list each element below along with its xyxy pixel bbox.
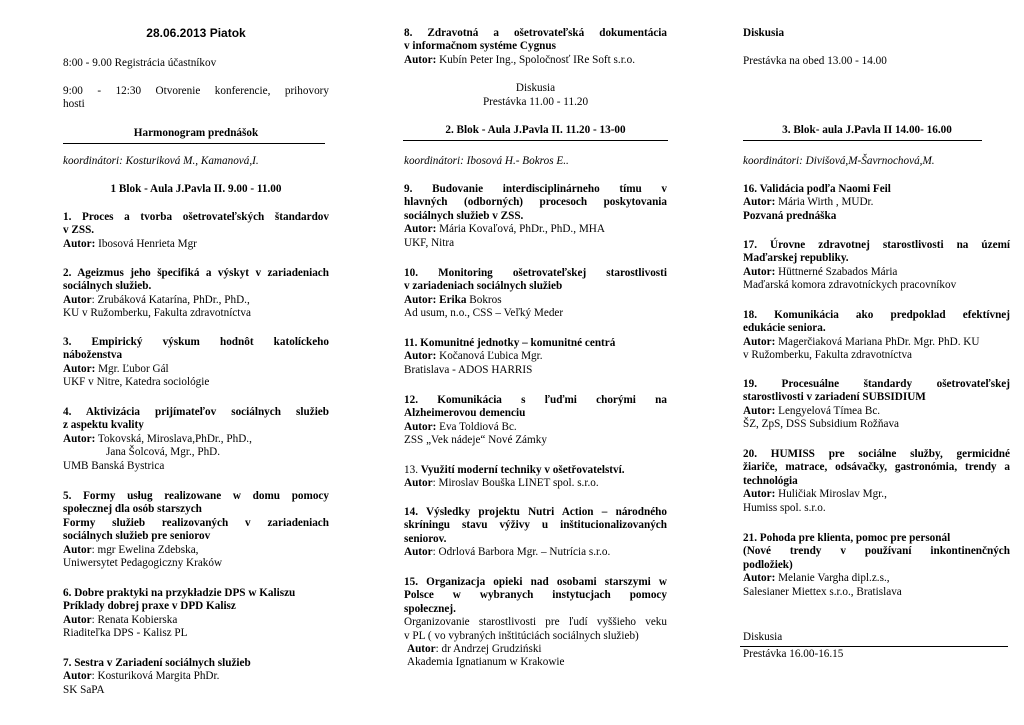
lecture-author: Ibosová Henrieta Mgr [95, 237, 197, 250]
author-institution: Akademia Ignatianum w Krakowie [407, 656, 565, 669]
author-institution: Bratislava - ADOS HARRIS [404, 363, 533, 376]
lecture-9 [404, 183, 667, 250]
author-label: Autor [63, 613, 92, 626]
lecture-author: Lengyelová Tímea Bc. [775, 404, 881, 417]
author-institution: Salesianer Miettex s.r.o., Bratislava [743, 585, 902, 598]
lecture-author: Jana Šolcová, Mgr., PhD. [106, 446, 221, 459]
author-label: Autor [404, 546, 433, 559]
discussion-label: Diskusia [743, 27, 785, 39]
lecture-title: 21. Pohoda pre klienta, pomoc pre personál [743, 532, 951, 544]
author-label: Autor: [743, 265, 776, 278]
lecture-title: Alzheimerovou demenciu [404, 407, 526, 420]
lecture-11 [404, 337, 667, 377]
lecture-author: Mária Kovaľová, PhDr., PhD., MHA [436, 223, 605, 236]
author-institution: Humiss spol. s.r.o. [743, 501, 826, 514]
date-heading: 28.06.2013 Piatok [146, 26, 246, 40]
lecture-title: społecznej. [404, 602, 456, 615]
lecture-title: podložiek) [743, 558, 793, 571]
lecture-13 [404, 464, 667, 491]
lecture-title: v ZSS. [63, 224, 95, 237]
lecture-title: Polsce w wybranych instytucjach pomocy [404, 589, 667, 602]
lecture-title: 8. Zdravotná a ošetrovateľská dokumentácia [404, 27, 667, 39]
coordinators: koordinátori: Divišová,M-Šavrnochová,M. [743, 155, 935, 167]
lecture-author: : Renata Kobierska [91, 613, 178, 626]
lecture-author: : Kosturiková Margita PhDr. [91, 670, 220, 683]
lecture-subtitle: Organizovanie starostlivosti pre ľudí vyššieho veku [404, 616, 667, 629]
lecture-title: Formy služieb realizovaných v zariadeniach [63, 516, 329, 529]
author-institution: v Ružomberku, Fakulta zdravotníctva [743, 349, 913, 362]
harmonogram-heading: Harmonogram prednášok [133, 127, 259, 139]
lecture-title: Príklady dobrej praxe v DPD Kalisz [63, 600, 236, 613]
lecture-7 [63, 657, 329, 697]
lecture-title: sociálnych služieb pre seniorov [63, 530, 211, 543]
author-label: Autor [407, 643, 436, 656]
lecture-19 [743, 378, 1010, 432]
lecture-title: náboženstva [63, 349, 123, 362]
author-label: Autor: [63, 362, 96, 375]
lecture-author: : Zrubáková Katarína, PhDr., PhD., [91, 293, 250, 306]
lecture-title: 9. Budovanie interdisciplinárneho tímu v [404, 183, 667, 195]
break-label: Prestávka 11.00 - 11.20 [482, 96, 589, 108]
lecture-title: 6. Dobre praktyki na przykładzie DPS w Kaliszu [63, 587, 296, 599]
author-institution: Maďarská komora zdravotníckych pracovníkov [743, 279, 957, 292]
lecture-author: Mária Wirth , MUDr. [775, 196, 874, 209]
lecture-title: 20. HUMISS pre sociálne služby, germicidné [743, 448, 1010, 460]
author-label: Autor [63, 293, 92, 306]
lecture-title: technológia [743, 474, 798, 487]
lecture-title: 17. Úrovne zdravotnej starostlivosti na území [743, 239, 1010, 251]
lecture-title: 1. Proces a tvorba ošetrovateľských štandardov [63, 211, 329, 223]
lecture-author: Melanie Vargha dipl.z.s., [775, 572, 890, 585]
lecture-title: 12. Komunikácia s ľuďmi chorými na [404, 394, 667, 406]
divider [740, 646, 1008, 647]
lecture-title: Využití moderní techniky v ošetřovatelství. [420, 464, 625, 476]
lecture-number: 13. [404, 464, 421, 476]
author-institution: UKF v Nitre, Katedra sociológie [63, 376, 210, 389]
divider [743, 140, 982, 141]
lecture-author: Magerčiaková Mariana PhDr. Mgr. PhD. KU [775, 335, 980, 348]
lecture-author: Kubín Peter Ing., Spoločnosť IRe Soft s.r.o. [436, 53, 635, 66]
lecture-title: społecznej dla osób starszych [63, 503, 202, 516]
lecture-author: : dr Andrzej Grudziński [435, 643, 542, 656]
lecture-title: 3. Empirický výskum hodnôt katolíckeho [63, 336, 329, 348]
discussion-label: Diskusia [743, 631, 783, 643]
lecture-title: sociálnych služieb. [63, 280, 152, 293]
break-label: Prestávka 16.00-16.15 [743, 648, 844, 660]
author-institution: Uniwersytet Pedagogiczny Kraków [63, 557, 223, 570]
lecture-title: v informačnom systéme Cygnus [404, 40, 556, 53]
author-label: Autor: [743, 196, 776, 209]
lecture-author: Bokros [466, 293, 502, 306]
lecture-title: 10. Monitoring ošetrovateľskej starostlivosti [404, 267, 667, 279]
opening-line: 9:00 - 12:30 Otvorenie konferencie, prihovory [63, 85, 329, 97]
author-label: Autor [404, 477, 433, 490]
lecture-author: Huličiak Miroslav Mgr., [775, 488, 887, 501]
block-1-title: 1 Blok - Aula J.Pavla II. 9.00 - 11.00 [110, 183, 282, 195]
lecture-16 [743, 183, 1010, 223]
lecture-title: v zariadeniach sociálnych služieb [404, 280, 563, 293]
lecture-14 [404, 506, 667, 560]
lecture-8 [404, 27, 667, 67]
lecture-title: skríningu stavu výživy u inštitucionalizovaných [404, 519, 667, 532]
lecture-title: 4. Aktivizácia prijímateľov sociálnych služieb [63, 406, 329, 418]
author-label: Autor: [404, 53, 437, 66]
coordinators: koordinátori: Kosturiková M., Kamanová,I. [63, 155, 259, 167]
author-label: Autor [63, 543, 92, 556]
lecture-author: Kočanová Ľubica Mgr. [436, 350, 543, 363]
lecture-12 [404, 394, 667, 448]
author-institution: KU v Ružomberku, Fakulta zdravotníctva [63, 307, 251, 320]
author-label: Autor: [743, 572, 776, 585]
author-label: Autor: [404, 420, 437, 433]
lecture-title: 5. Formy usług realizowane w domu pomocy [63, 490, 329, 502]
author-institution: Ad usum, n.o., CSS – Veľký Meder [404, 307, 564, 320]
lecture-title: 14. Výsledky projektu Nutri Action – národného [404, 506, 667, 518]
lecture-title: starostlivosti v zariadení SUBSIDIUM [743, 391, 926, 404]
opening-line: hosti [63, 98, 85, 111]
lecture-15 [404, 576, 667, 670]
author-label: Autor: [404, 223, 437, 236]
author-label: Autor: [404, 350, 437, 363]
lecture-author: : Miroslav Bouška LINET spol. s.r.o. [432, 477, 599, 490]
lecture-17 [743, 239, 1010, 293]
divider [63, 143, 325, 144]
lecture-title: 2. Ageizmus jeho špecifiká a výskyt v zariadeniach [63, 267, 329, 279]
lecture-4 [63, 406, 329, 473]
discussion-label: Diskusia [515, 82, 556, 94]
lecture-21 [743, 532, 1010, 599]
lecture-title: edukácie seniora. [743, 322, 826, 335]
block-3-title: 3. Blok- aula J.Pavla II 14.00- 16.00 [782, 124, 952, 136]
lecture-title: z aspektu kvality [63, 419, 144, 432]
lecture-title: 19. Procesuálne štandardy ošetrovateľskej [743, 378, 1010, 390]
break-label: Prestávka na obed 13.00 - 14.00 [743, 55, 887, 67]
lecture-10 [404, 267, 667, 321]
opening-item [63, 85, 329, 112]
lecture-2 [63, 267, 329, 321]
lecture-subtitle: v PL ( vo vybraných inštitúciách sociálnych služieb) [404, 629, 639, 642]
author-institution: ZSS „Vek nádeje“ Nové Zámky [404, 434, 547, 447]
author-label: Autor: [743, 404, 776, 417]
lecture-title: hlavných (odborných) procesoch poskytovania [404, 196, 667, 209]
lecture-title: 15. Organizacja opieki nad osobami starszymi w [404, 576, 667, 588]
lecture-author: : Odrlová Barbora Mgr. – Nutrícia s.r.o. [432, 546, 611, 559]
registration-line: 8:00 - 9.00 Registrácia účastníkov [63, 57, 217, 69]
author-institution: SK SaPA [63, 683, 105, 696]
lecture-title: 11. Komunitné jednotky – komunitné centrá [404, 337, 616, 349]
coordinators: koordinátori: Ibosová H.- Bokros E.. [404, 155, 569, 167]
lecture-6 [63, 587, 329, 641]
divider [403, 140, 668, 141]
lecture-author: Eva Toldiová Bc. [436, 420, 517, 433]
lecture-author: Mgr. Ľubor Gál [95, 362, 169, 375]
lecture-3 [63, 336, 329, 390]
lecture-1 [63, 211, 329, 251]
author-institution: UKF, Nitra [404, 236, 455, 249]
author-institution: UMB Banská Bystrica [63, 459, 165, 472]
author-institution: Riaditeľka DPS - Kalisz PL [63, 627, 188, 640]
block-2-title: 2. Blok - Aula J.Pavla II. 11.20 - 13-00 [445, 124, 626, 136]
lecture-5 [63, 490, 329, 570]
lecture-title: (Nové trendy v používaní inkontinenčných [743, 545, 1010, 558]
lecture-title: 18. Komunikácia ako predpoklad efektívnej [743, 309, 1010, 321]
lecture-title: 16. Validácia podľa Naomi Feil [743, 183, 891, 195]
author-label: Autor: [63, 432, 96, 445]
lecture-20 [743, 448, 1010, 515]
author-label: Autor: [743, 335, 776, 348]
lecture-title: Maďarskej republiky. [743, 252, 849, 265]
author-label: Autor [63, 670, 92, 683]
lecture-author: Hüttnerné Szabados Mária [775, 265, 898, 278]
lecture-author: : mgr Ewelina Zdebska, [91, 543, 199, 556]
lecture-title: seniorov. [404, 532, 447, 545]
lecture-title: žiariče, matrace, odsávačky, gastronómia, trendy a [743, 461, 1010, 474]
lecture-author: Tokovská, Miroslava,PhDr., PhD., [95, 432, 252, 445]
lecture-title: sociálnych služieb v ZSS. [404, 209, 524, 222]
lecture-18 [743, 309, 1010, 363]
author-label: Autor: [63, 237, 96, 250]
author-label: Autor: Erika [404, 293, 467, 306]
author-label: Autor: [743, 488, 776, 501]
lecture-title: 7. Sestra v Zariadení sociálnych služieb [63, 657, 251, 669]
author-institution: ŠZ, ZpS, DSS Subsidium Rožňava [743, 418, 900, 431]
invited-lecture-note: Pozvaná prednáška [743, 209, 837, 222]
